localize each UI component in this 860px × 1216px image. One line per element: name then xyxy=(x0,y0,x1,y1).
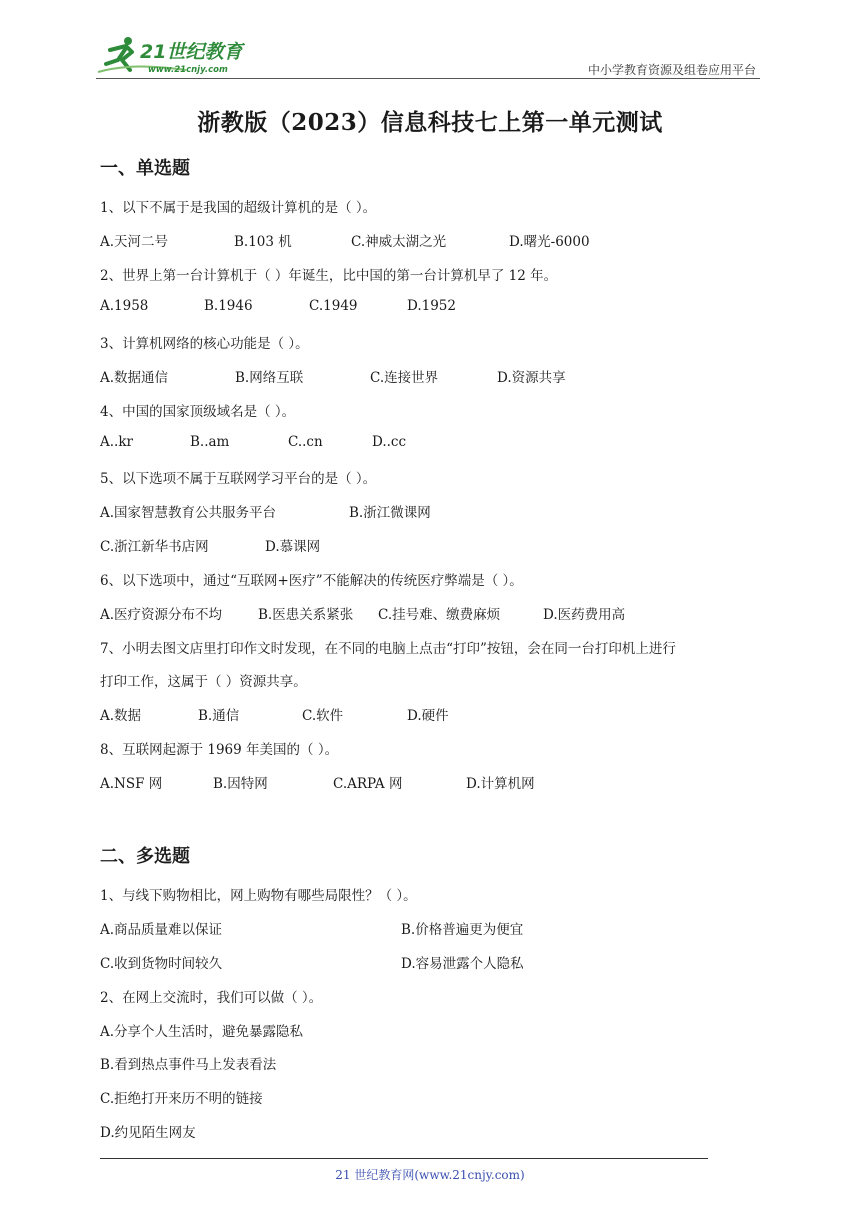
question-stem: 6、以下选项中，通过“互联网+医疗”不能解决的传统医疗弊端是（ ）。 xyxy=(100,573,523,589)
question-stem: 2、在网上交流时，我们可以做（ ）。 xyxy=(100,990,323,1006)
option: B.看到热点事件马上发表看法 xyxy=(100,1057,277,1073)
option: D.硬件 xyxy=(407,708,449,724)
logo-text: 21世纪教育 xyxy=(140,41,243,63)
footer-link[interactable]: 21 世纪教育网(www.21cnjy.com) xyxy=(335,1168,525,1182)
option: C.收到货物时间较久 xyxy=(100,956,223,972)
question-stem: 1、以下不属于是我国的超级计算机的是（ ）。 xyxy=(100,200,377,216)
question-stem: 5、以下选项不属于互联网学习平台的是（ ）。 xyxy=(100,471,377,487)
option: B.医患关系紧张 xyxy=(258,607,354,623)
page-header xyxy=(96,34,760,80)
question-stem-continued: 打印工作，这属于（ ）资源共享。 xyxy=(100,674,307,690)
option: B.103 机 xyxy=(234,234,292,250)
section-heading-multiple-choice: 二、多选题 xyxy=(100,846,190,867)
option: A.数据 xyxy=(100,708,142,724)
option: C.浙江新华书店网 xyxy=(100,539,209,555)
option: D.曙光-6000 xyxy=(509,234,590,250)
question-stem: 7、小明去图文店里打印作文时发现，在不同的电脑上点击“打印”按钮，会在同一台打印机上进行 xyxy=(100,641,676,657)
option: A.医疗资源分布不均 xyxy=(100,607,223,623)
option: A.商品质量难以保证 xyxy=(100,922,223,938)
option: A.分享个人生活时，避免暴露隐私 xyxy=(100,1024,304,1040)
question-stem: 2、世界上第一台计算机于（ ）年诞生，比中国的第一台计算机早了 12 年。 xyxy=(100,268,558,284)
option: C.软件 xyxy=(302,708,344,724)
option: A.NSF 网 xyxy=(100,776,163,792)
option: B.因特网 xyxy=(213,776,268,792)
option: C.神威太湖之光 xyxy=(351,234,447,250)
question-stem: 1、与线下购物相比，网上购物有哪些局限性？（ ）。 xyxy=(100,888,417,904)
question-stem: 8、互联网起源于 1969 年美国的（ ）。 xyxy=(100,742,339,758)
option: C.ARPA 网 xyxy=(333,776,403,792)
option: A.天河二号 xyxy=(100,234,169,250)
option: B.浙江微课网 xyxy=(349,505,431,521)
option: B.1946 xyxy=(204,298,253,314)
option: B..am xyxy=(190,434,230,450)
question-stem: 4、中国的国家顶级域名是（ ）。 xyxy=(100,404,296,420)
option: A.国家智慧教育公共服务平台 xyxy=(100,505,277,521)
option: C.挂号难、缴费麻烦 xyxy=(378,607,501,623)
option: B.网络互联 xyxy=(235,370,304,386)
option: D.资源共享 xyxy=(497,370,566,386)
option: D.计算机网 xyxy=(466,776,535,792)
option: A..kr xyxy=(100,434,133,450)
option: C.连接世界 xyxy=(370,370,439,386)
option: B.价格普遍更为便宜 xyxy=(401,922,524,938)
site-logo xyxy=(96,34,266,78)
option: A.1958 xyxy=(100,298,149,314)
header-divider xyxy=(96,78,760,79)
option: C.1949 xyxy=(309,298,358,314)
option: D.容易泄露个人隐私 xyxy=(401,956,524,972)
document-title: 浙教版（2023）信息科技七上第一单元测试 xyxy=(197,109,663,136)
footer-divider xyxy=(100,1158,708,1159)
option: A.数据通信 xyxy=(100,370,169,386)
section-heading-single-choice: 一、单选题 xyxy=(100,158,190,179)
option: C..cn xyxy=(288,434,323,450)
option: D.慕课网 xyxy=(265,539,321,555)
option: D.医药费用高 xyxy=(543,607,626,623)
platform-name: 中小学教育资源及组卷应用平台 xyxy=(587,63,756,77)
logo-url-text: www.21cnjy.com xyxy=(148,65,228,75)
option: D.1952 xyxy=(407,298,456,314)
option: B.通信 xyxy=(198,708,240,724)
option: C.拒绝打开来历不明的链接 xyxy=(100,1091,263,1107)
option: D..cc xyxy=(372,434,407,450)
option: D.约见陌生网友 xyxy=(100,1125,196,1141)
question-stem: 3、计算机网络的核心功能是（ ）。 xyxy=(100,336,309,352)
